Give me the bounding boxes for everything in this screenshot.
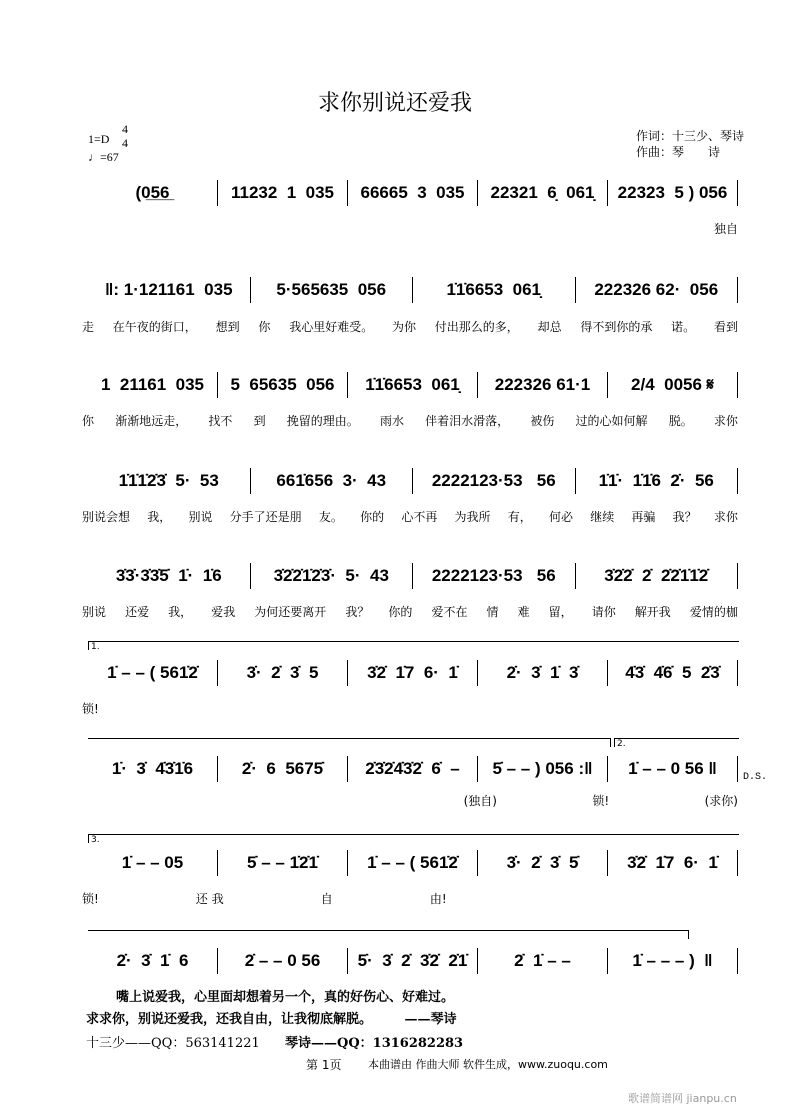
measure: 3̇2̇ 1̇7 6· 1̇: [608, 850, 738, 876]
measure: 1̇ – – ( 561̇2̇: [88, 660, 218, 686]
lyrics-line-6: [82, 700, 738, 717]
staff-line-5: [88, 563, 738, 589]
lyric-fragment: 想到: [215, 320, 240, 334]
lyric-fragment: 自: [320, 892, 333, 906]
lyric-fragment: 我心里好难受。: [289, 320, 374, 334]
lyric-fragment: 找不: [208, 414, 233, 428]
measure: 2̇ 1̇ – –: [478, 948, 608, 974]
lyric-fragment: 你的: [360, 510, 385, 524]
lyric-fragment: 我？: [345, 605, 370, 619]
staff-line-9: [88, 948, 738, 974]
time-bottom: 4: [122, 136, 128, 150]
measure: 5̇· 3̇ 2̇ 3̇2̇ 2̇1̇: [348, 948, 478, 974]
volta-3-label: 3.: [91, 835, 100, 845]
staff-line-1: [88, 180, 738, 206]
ds-marking: D.S.: [743, 772, 768, 783]
measure: 2̇3̇2̇4̇3̇2̇ 6̇ –: [348, 756, 478, 782]
measure: 2̇· 3̇ 1̇ 6: [88, 948, 218, 974]
lyric-fragment: 为何还要离开: [254, 605, 327, 619]
measure: 3̇· 2̇ 3̇ 5: [218, 660, 348, 686]
lyric-fragment: (求你): [704, 794, 738, 808]
measure: 661̇656 3· 43: [251, 468, 414, 494]
lyric-fragment: 何必: [548, 510, 573, 524]
measure: 3̇· 2̇ 3̇ 5̇: [478, 850, 608, 876]
volta-1-cont: [88, 738, 611, 747]
volta-2: [614, 738, 739, 747]
lyric-fragment: 锁!: [592, 794, 610, 808]
lyric-fragment: 别说: [82, 605, 107, 619]
lyric-fragment: 诺。: [671, 320, 696, 334]
measure: 1 21161 035: [88, 372, 218, 398]
measure: ‖: 1·121161 035: [88, 277, 251, 303]
staff-line-2: [88, 277, 738, 303]
volta-1: [88, 641, 739, 650]
lyric-fragment: 过的心如何解: [575, 414, 648, 428]
footer-note-1: 嘴上说爱我，心里面却想着另一个，真的好伤心、好难过。: [116, 990, 455, 1005]
lyric-fragment: 挽留的理由。: [286, 414, 359, 428]
lyric-fragment: 心不再: [401, 510, 438, 524]
staff-line-3: [88, 372, 738, 398]
measure: 1̇ – – 05: [88, 850, 218, 876]
lyric-fragment: 你的: [388, 605, 413, 619]
measure: 1̇ – – – ) ‖: [608, 948, 738, 974]
staff-line-7: [88, 756, 738, 782]
lyric-fragment: 却总: [537, 320, 562, 334]
measure: (0̲5̲6̲: [88, 180, 218, 206]
lyrics-line-3: [82, 412, 738, 429]
staff-line-6: [88, 660, 738, 686]
lyric-fragment: 得不到你的承: [580, 320, 653, 334]
measure: 2̇ – – 0 56: [218, 948, 348, 974]
lyric-fragment: 请你: [591, 605, 616, 619]
song-title: 求你别说还爱我: [317, 91, 472, 116]
lyric-fragment: 别说会想: [82, 510, 131, 524]
measure: 3̇2̇2̇ 2̇ 2̇2̇1̇1̇2̇: [576, 563, 739, 589]
measure: 5·565635 056: [251, 277, 414, 303]
lyric-fragment: 求你: [713, 510, 738, 524]
lyric-fragment: 你: [82, 414, 95, 428]
lyric-fragment: 渐渐地远走，: [115, 414, 188, 428]
measure: 66665 3 035: [348, 180, 478, 206]
measure: 2̇· 6 5675̇: [218, 756, 348, 782]
lyric-fragment: 分手了还是朋: [229, 510, 302, 524]
lyric-fragment: 为我所: [454, 510, 491, 524]
lyric-fragment: (独自): [463, 794, 497, 808]
measure: 2̇· 3̇ 1̇ 3̇: [478, 660, 608, 686]
measure: 22323 5 ) 056: [608, 180, 738, 206]
measure: 1̇1̇1̇2̇3̇ 5· 53: [88, 468, 251, 494]
measure: 3̇3̇·3̇3̇5̇ 1̇· 1̇6: [88, 563, 251, 589]
footer-note-2: 求求你，别说还爱我，还我自由，让我彻底解脱。 ——琴诗: [86, 1012, 457, 1027]
lyric-fragment: 我？: [672, 510, 697, 524]
lyric-fragment: 情: [486, 605, 499, 619]
measure: 222326 62· 056: [576, 277, 739, 303]
lyrics-line-4: [82, 508, 738, 525]
time-top: 4: [122, 122, 128, 136]
lyric-fragment: 留，: [548, 605, 573, 619]
lyric-fragment: 为你: [391, 320, 416, 334]
lyric-fragment: 锁!: [82, 892, 99, 906]
lyric-fragment: 我，: [168, 605, 193, 619]
lyric-fragment: 独自: [713, 222, 738, 236]
lyric-fragment: 伴着泪水滑落，: [425, 414, 510, 428]
tempo-marking: ♩=67: [88, 150, 119, 164]
lyric-fragment: 还爱: [125, 605, 150, 619]
volta-3-cont: [88, 930, 689, 939]
lyric-fragment: 由!: [429, 892, 447, 906]
volta-3: [88, 834, 739, 843]
lyric-fragment: 有，: [507, 510, 532, 524]
lyrics-line-2: [82, 318, 738, 335]
lyrics-line-8: [82, 890, 738, 907]
watermark: 歌谱简谱网 jianpu.cn: [628, 1092, 737, 1105]
measure: 1̇1̇6653 061̣: [348, 372, 478, 398]
measure: 5 65635 056: [218, 372, 348, 398]
qq-qinshi: 琴诗——QQ：1316282283: [285, 1036, 464, 1051]
lyric-fragment: 爱我: [211, 605, 236, 619]
software-credit: 本曲谱由 作曲大师 软件生成，www.zuoqu.com: [368, 1058, 608, 1071]
measure: 1̇1̇· 1̇1̇6 2̇· 56: [576, 468, 739, 494]
lyrics-line-5: [82, 603, 738, 620]
lyric-fragment: 被伤: [530, 414, 555, 428]
lyric-fragment: 爱情的枷: [689, 605, 738, 619]
measure: 1̇· 3̇ 4̇3̇1̇6: [88, 756, 218, 782]
lyric-fragment: 别说: [188, 510, 213, 524]
measure: 22321 6̣ 061̣: [478, 180, 608, 206]
lyric-fragment: 雨水: [379, 414, 404, 428]
lyricist: 作词：十三少、琴诗: [636, 129, 745, 143]
lyric-fragment: 还 我: [195, 892, 224, 906]
lyric-fragment: 你: [258, 320, 271, 334]
volta-2-label: 2.: [617, 739, 626, 749]
lyric-fragment: 再骗: [631, 510, 656, 524]
measure: 2222123·53 56: [413, 468, 576, 494]
measure: 1̇ – – 0 56 ‖: [608, 756, 738, 782]
measure: 1̇ – – ( 561̇2̇: [348, 850, 478, 876]
measure: 3̇2̇ 1̇7 6· 1̇: [348, 660, 478, 686]
page-number: 第 1页: [306, 1058, 342, 1072]
lyric-fragment: 我，: [147, 510, 172, 524]
measure: 222326 61·1: [478, 372, 608, 398]
lyric-fragment: 到: [253, 414, 266, 428]
staff-line-8: [88, 850, 738, 876]
volta-1-label: 1.: [91, 642, 100, 652]
measure: 2222123·53 56: [413, 563, 576, 589]
composer: 作曲：琴 诗: [636, 145, 721, 159]
credits: [636, 128, 744, 160]
lyric-fragment: 脱。: [668, 414, 693, 428]
measure: 1̇1̇6653 061̣: [413, 277, 576, 303]
measure: 5̇ – – ) 056 :‖: [478, 756, 608, 782]
measure: 5̇ – – 1̇2̇1̇: [218, 850, 348, 876]
staff-line-4: [88, 468, 738, 494]
qq-shisanshao: 十三少——QQ：563141221: [86, 1036, 260, 1051]
time-signature: [122, 122, 128, 150]
lyric-fragment: 求你: [713, 414, 738, 428]
lyric-fragment: 走: [82, 320, 95, 334]
lyrics-line-7: [82, 792, 738, 809]
lyric-fragment: 付出那么的多，: [434, 320, 519, 334]
lyric-fragment: 在午夜的街口，: [112, 320, 197, 334]
lyric-fragment: 锁!: [82, 702, 99, 716]
lyric-fragment: 难: [517, 605, 530, 619]
lyrics-line-1: [82, 220, 738, 237]
measure: 4̇3̇ 4̇6̇ 5 2̇3̇: [608, 660, 738, 686]
measure: 11232 1 035: [218, 180, 348, 206]
measure: 3̇2̇2̇1̇2̇3̇· 5· 43: [251, 563, 414, 589]
key-signature: 1=D: [88, 132, 110, 146]
lyric-fragment: 解开我: [634, 605, 671, 619]
measure: 2/4 0056 𝄋: [608, 372, 738, 398]
lyric-fragment: 友。: [318, 510, 343, 524]
lyric-fragment: 爱不在: [431, 605, 468, 619]
lyric-fragment: 继续: [590, 510, 615, 524]
lyric-fragment: 看到: [713, 320, 738, 334]
